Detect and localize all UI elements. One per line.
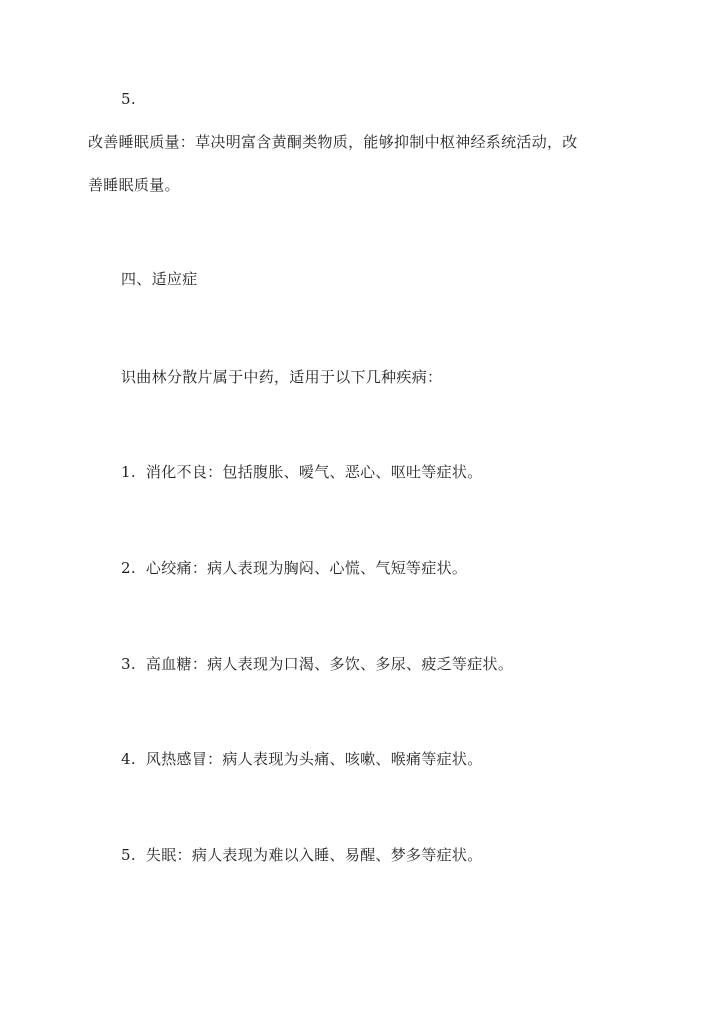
- list-item: [121, 465, 483, 480]
- intro-paragraph: 识曲林分散片属于中药，适用于以下几种疾病：: [121, 368, 443, 386]
- list-item-text: 失眠：病人表现为难以入睡、易醒、梦多等症状。: [145, 846, 483, 864]
- list-number: 3.: [121, 655, 136, 673]
- list-item-text: 消化不良：包括腹胀、嗳气、恶心、呕吐等症状。: [145, 463, 483, 481]
- list-number: 4.: [121, 750, 136, 768]
- section-heading: 四、适应症: [121, 270, 198, 288]
- list-number: 5.: [121, 846, 136, 864]
- list-item-text: 风热感冒：病人表现为头痛、咳嗽、喉痛等症状。: [145, 750, 483, 768]
- paragraph-line: 改善睡眠质量：草决明富含黄酮类物质，能够抑制中枢神经系统活动，改: [88, 133, 578, 151]
- list-number: 5.: [121, 90, 136, 108]
- list-item: [121, 752, 483, 767]
- list-item-text: 高血糖：病人表现为口渴、多饮、多尿、疲乏等症状。: [145, 655, 514, 673]
- list-item: [121, 561, 467, 576]
- list-number: 2.: [121, 559, 136, 577]
- list-item: [121, 657, 513, 672]
- paragraph-line: 善睡眠质量。: [88, 176, 180, 194]
- list-number: 1.: [121, 463, 136, 481]
- list-item-text: 心绞痛：病人表现为胸闷、心慌、气短等症状。: [145, 559, 468, 577]
- list-item: [121, 848, 483, 863]
